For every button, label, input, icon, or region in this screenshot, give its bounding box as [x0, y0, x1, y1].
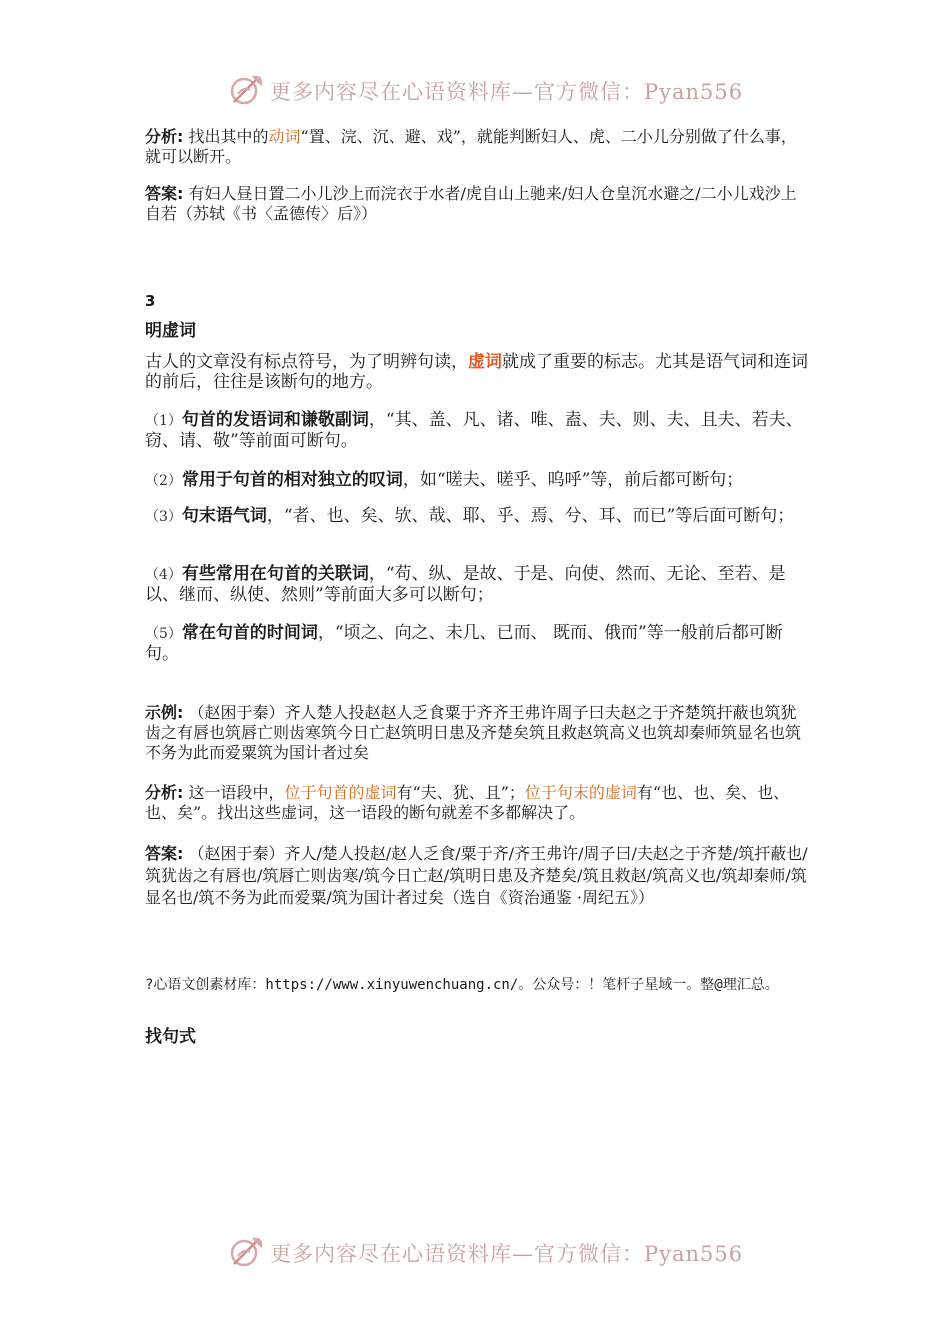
highlight-verb: 动词 [268, 127, 301, 146]
answer-paragraph-2: 答案: （赵困于秦）齐人/楚人投赵/赵人乏食/粟于齐/齐王弗许/周子曰/夫赵之于齐楚/筑扞蔽也/筑犹齿之有唇也/筑唇亡则齿寒/筑今日亡赵/筑明日患及齐楚矣/筑且救赵/筑高义也/筑却秦师/筑显名也/筑不务为此而爱粟/筑为国计者过矣（选自《资治通鉴 ·周纪五》） [145, 844, 808, 907]
section-number: 3 [145, 292, 156, 310]
list-item: （1）句首的发语词和谦敬副词，“其、盖、凡、诸、唯、盍、夫、则、夫、且夫、若夫、窃、请、敬”等前面可断句。 [145, 410, 803, 451]
highlight-sentence-initial: 位于句首的虚词 [284, 783, 397, 802]
banner-text: 更多内容尽在心语资料库—官方微信：Pyan556 [270, 80, 744, 104]
analysis-paragraph-2: 分析: 这一语段中，位于句首的虚词有“夫、犹、且”；位于句末的虚词有“也、也、矣、也、也、矣”。找出这些虚词，这一语段的断句就差不多都解决了。 [145, 783, 790, 822]
list-item: （2）常用于句首的相对独立的叹词，如“嗟夫、嗟乎、呜呼”等，前后都可断句； [145, 470, 744, 490]
highlight-function-word: 虚词 [468, 352, 502, 372]
section-title: 明虚词 [145, 321, 196, 341]
quill-pen-icon [228, 1234, 268, 1270]
list-item: （3）句末语气词，“者、也、矣、欤、哉、耶、乎、焉、兮、耳、而已”等后面可断句； [145, 506, 795, 526]
next-section-title: 找句式 [145, 1027, 196, 1047]
intro-paragraph: 古人的文章没有标点符号，为了明辨句读，虚词就成了重要的标志。尤其是语气词和连词的前后，往往是该断句的地方。 [145, 352, 808, 392]
quill-pen-icon [228, 72, 268, 108]
source-note: ?心语文创素材库：https://www.xinyuwenchuang.cn/。公众号：！笔杆子星域一。整@理汇总。 [145, 977, 779, 993]
header-banner [0, 66, 950, 116]
list-item: （5）常在句首的时间词，“顷之、向之、未几、已而、 既而、俄而”等一般前后都可断句。 [145, 623, 783, 664]
analysis-paragraph-1: 分析: 找出其中的动词“置、浣、沉、避、戏”，就能判断妇人、虎、二小儿分别做了什么事，就可以断开。 [145, 127, 797, 166]
highlight-sentence-final: 位于句末的虚词 [524, 783, 637, 802]
answer-paragraph-1: 答案: 有妇人昼日置二小儿沙上而浣衣于水者/虎自山上驰来/妇人仓皇沉水避之/二小儿戏沙上自若（苏轼《书〈孟德传〉后》） [145, 184, 797, 223]
example-paragraph: 示例: （赵困于秦）齐人楚人投赵赵人乏食粟于齐齐王弗许周子曰夫赵之于齐楚筑扞蔽也筑犹齿之有唇也筑唇亡则齿寒筑今日亡赵筑明日患及齐楚矣筑且救赵筑高义也筑却秦师筑显名也筑不务为此而爱粟筑为国计者过矣 [145, 703, 802, 762]
footer-banner [0, 1228, 950, 1278]
banner-text: 更多内容尽在心语资料库—官方微信：Pyan556 [270, 1242, 744, 1266]
list-item: （4）有些常用在句首的关联词，“苟、纵、是故、于是、向使、然而、无论、至若、是以、继而、纵使、然则”等前面大多可以断句； [145, 564, 786, 605]
